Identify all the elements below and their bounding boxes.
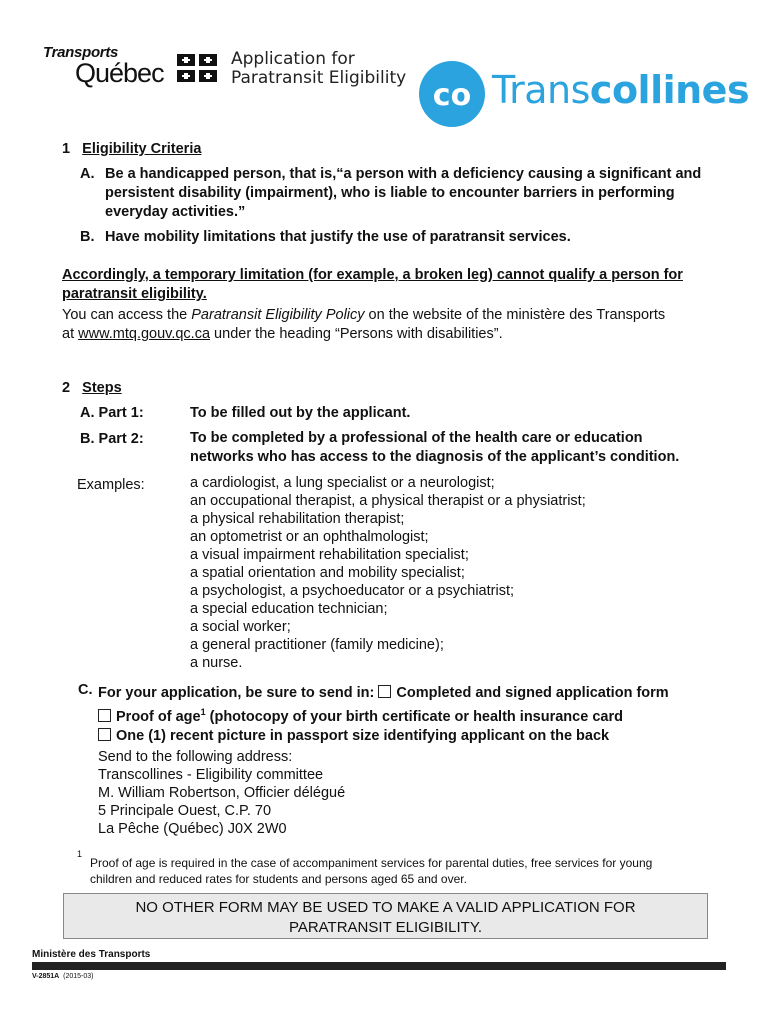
form-title-line2: Paratransit Eligibility: [231, 68, 407, 88]
ministry-name: Ministère des Transports: [32, 949, 151, 960]
address-line: Transcollines - Eligibility committee: [98, 767, 324, 783]
brand-top: Transports: [43, 44, 119, 61]
example-item: a special education technician;: [190, 601, 388, 617]
transcollines-logo: [418, 58, 763, 126]
part2-text: [190, 429, 730, 467]
part1-label: A. Part 1:: [80, 405, 144, 421]
example-item: a visual impairment rehabilitation specialist;: [190, 547, 469, 563]
c-intro: For your application, be sure to send in:: [98, 685, 375, 701]
policy-name: Paratransit Eligibility Policy: [191, 307, 365, 323]
checkbox-application-form[interactable]: [378, 685, 391, 698]
address-line: 5 Principale Ouest, C.P. 70: [98, 803, 272, 819]
notice-line2: PARATRANSIT ELIGIBILITY.: [288, 919, 483, 936]
section1-heading: [62, 140, 201, 159]
form-title: [231, 50, 406, 88]
examples-label: Examples:: [77, 477, 145, 493]
example-item: a psychologist, a psychoeducator or a psychiatrist;: [190, 583, 514, 599]
notice-line1: NO OTHER FORM MAY BE USED TO MAKE A VALID APPLICATION FOR: [135, 899, 636, 916]
address-line: M. William Robertson, Officier délégué: [98, 785, 346, 801]
no-other-form-notice: [63, 893, 708, 939]
wordmark-light: Trans: [492, 68, 590, 112]
section2-number: 2: [62, 380, 71, 396]
warning-line2: paratransit eligibility.: [62, 286, 207, 302]
part2-line2: networks who has access to the diagnosis of the applicant’s condition.: [190, 449, 680, 465]
transcollines-circle-icon: [418, 60, 486, 128]
quebec-flag-icon: [177, 54, 217, 82]
address-line: Send to the following address:: [98, 749, 293, 765]
criteria-b-text: Have mobility limitations that justify the use of paratransit services.: [105, 229, 571, 245]
examples-list: [190, 474, 586, 672]
footnote-text: [90, 855, 730, 887]
access-pre: You can access the: [62, 307, 192, 323]
criteria-a-text: [105, 165, 715, 222]
section1-title: Eligibility Criteria: [82, 141, 202, 157]
footer-rule: [32, 962, 726, 970]
example-item: a physical rehabilitation therapist;: [190, 511, 405, 527]
mailing-address: [98, 748, 345, 838]
form-code-number: V-2851A: [32, 973, 60, 980]
c-item2-pre: Proof of age: [116, 708, 201, 725]
checkbox-proof-of-age[interactable]: [98, 709, 111, 722]
mtq-website-link[interactable]: www.mtq.gouv.qc.ca: [78, 326, 211, 342]
criteria-a-line1: Be a handicapped person, that is,“a person with a deficiency causing a significant and: [105, 166, 702, 182]
transports-quebec-logo: [43, 44, 233, 92]
policy-access-text: [62, 306, 742, 344]
access-line2-post: under the heading “Persons with disabilities”.: [210, 326, 503, 342]
section2-heading: [62, 379, 122, 398]
criteria-a-line2: persistent disability (impairment), who is liable to encounter barriers in performing: [105, 185, 675, 201]
checkbox-passport-picture[interactable]: [98, 728, 111, 741]
criteria-a-letter: A.: [80, 166, 95, 182]
access-line2-pre: at: [62, 326, 79, 342]
example-item: an optometrist or an ophthalmologist;: [190, 529, 429, 545]
footnote-line2: children and reduced rates for students and persons aged 65 and over.: [90, 872, 467, 886]
example-item: an occupational therapist, a physical therapist or a physiatrist;: [190, 493, 586, 509]
form-title-line1: Application for: [231, 49, 355, 69]
brand-main: Québec: [75, 58, 164, 88]
address-line: La Pêche (Québec) J0X 2W0: [98, 821, 287, 837]
criteria-b-letter: B.: [80, 229, 95, 245]
transcollines-wordmark: [492, 68, 749, 112]
documents-checklist: [98, 684, 718, 746]
transcollines-icon-text: co: [432, 78, 472, 113]
part2-line1: To be completed by a professional of the health care or education: [190, 430, 643, 446]
temporary-limitation-warning: [62, 266, 722, 304]
warning-line1: Accordingly, a temporary limitation (for example, a broken leg) cannot qualify a person for: [62, 267, 683, 283]
footnote-ref: 1: [200, 707, 206, 717]
part2-label: B. Part 2:: [80, 431, 144, 447]
form-code-date: (2015-03): [63, 973, 94, 980]
part1-text: To be filled out by the applicant.: [190, 405, 411, 421]
footnote-marker: 1: [77, 849, 83, 859]
c-item2-post: (photocopy of your birth certificate or health insurance card: [205, 708, 623, 725]
example-item: a social worker;: [190, 619, 291, 635]
wordmark-bold: collines: [589, 68, 750, 112]
c-label: C.: [78, 682, 93, 698]
c-item1: Completed and signed application form: [396, 685, 669, 701]
example-item: a nurse.: [190, 655, 243, 671]
criteria-a-line3: everyday activities.”: [105, 204, 246, 220]
example-item: a spatial orientation and mobility specialist;: [190, 565, 465, 581]
section2-title: Steps: [82, 380, 122, 396]
access-post: on the website of the ministère des Transports: [364, 307, 666, 323]
example-item: a cardiologist, a lung specialist or a neurologist;: [190, 475, 495, 491]
c-item3: One (1) recent picture in passport size identifying applicant on the back: [116, 727, 610, 744]
section1-number: 1: [62, 141, 71, 157]
example-item: a general practitioner (family medicine);: [190, 637, 444, 653]
footnote-line1: Proof of age is required in the case of accompaniment services for parental duties, free services for young: [90, 856, 653, 870]
form-code: [32, 973, 94, 980]
